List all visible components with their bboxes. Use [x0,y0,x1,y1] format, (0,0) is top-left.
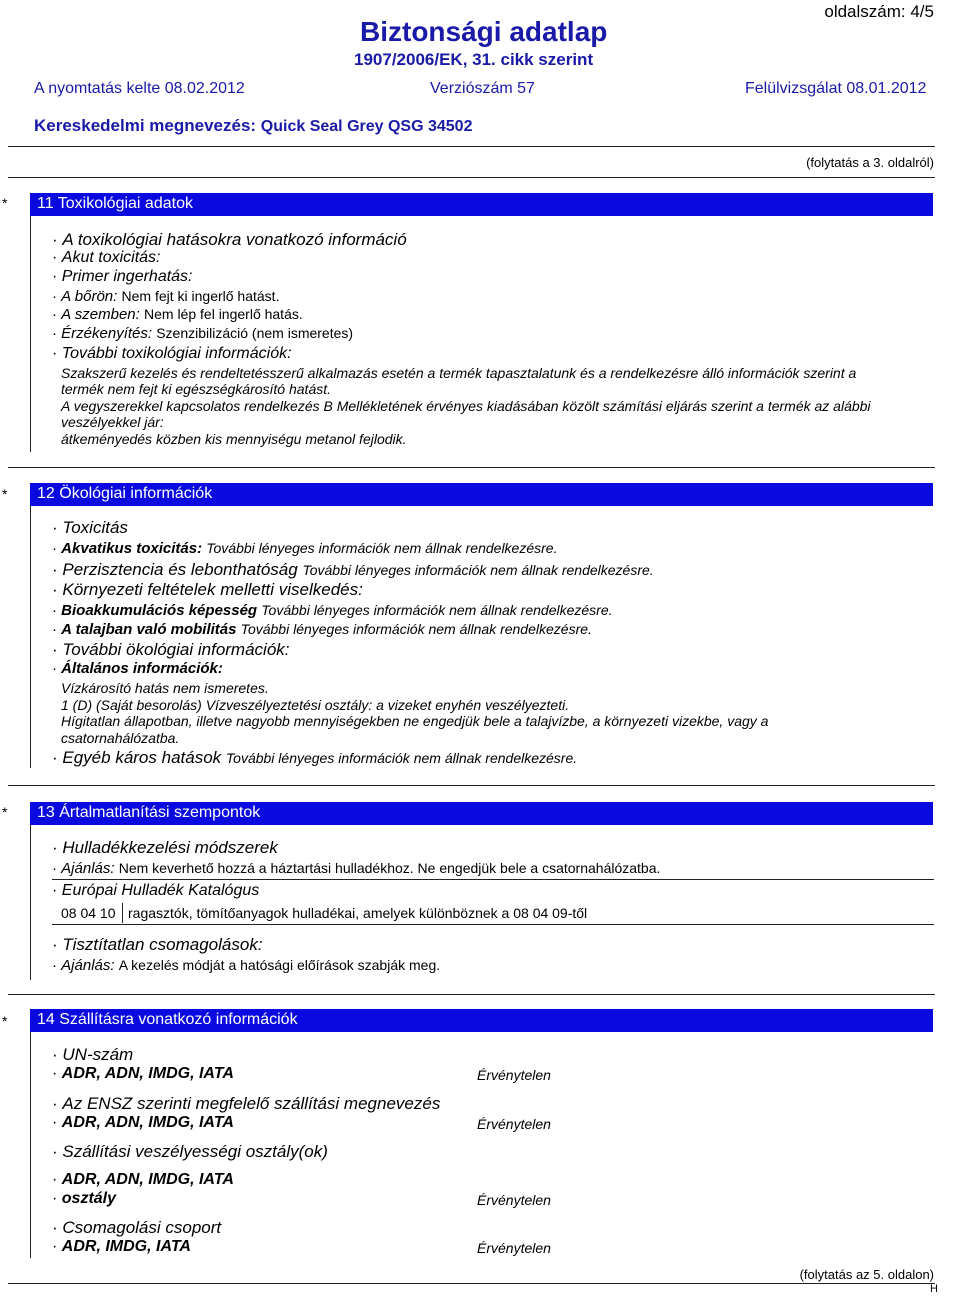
un-number-heading: · UN-szám [52,1045,134,1064]
sensitisation: · Érzékenyítés: Szenzibilizáció (nem ismeretes) [52,325,354,342]
section-left-rule [30,1032,31,1258]
footer-letter: H [930,1283,938,1295]
toxicity-heading: · Toxicitás [52,518,128,537]
persistence: · Perzisztencia és lebonthatóság További lényeges információk nem állnak rendelkezésre. [52,560,654,579]
tox-paragraph-2b: veszélyekkel jár: [61,414,164,430]
section-12-heading: 12 Ökológiai információk [30,483,933,506]
section-divider [8,177,935,178]
continued-to: (folytatás az 5. oldalon) [799,1267,934,1282]
eco-line-1: Vízkárosító hatás nem ismeretes. [61,680,269,696]
further-tox-heading: · További toxikológiai információk: [52,345,292,362]
section-left-rule [30,825,31,980]
trade-name-value: Quick Seal Grey QSG 34502 [260,118,473,135]
section-14-heading: 14 Szállításra vonatkozó információk [30,1009,933,1032]
trade-name [34,116,472,136]
hazard-class-value: Érvénytelen [477,1192,551,1208]
waste-recommendation: · Ajánlás: Nem keverhető hozzá a háztartási hulladékhoz. Ne engedjük bele a csatornahálózatba. [52,860,661,877]
eco-line-3a: Hígitatlan állapotban, illetve nagyobb mennyiségekben ne engedjük bele a talajvízbe, a környezeti vizekbe, vagy a [61,713,769,729]
primary-irritation: · Primer ingerhatás: [52,268,193,285]
further-eco-heading: · További ökológiai információk: [52,640,290,659]
packing-group-value: Érvénytelen [477,1240,551,1256]
aquatic-toxicity: · Akvatikus toxicitás: További lényeges információk nem állnak rendelkezésre. [52,540,558,557]
section-left-rule [30,506,31,768]
section-divider [8,467,935,468]
section-left-rule [30,216,31,452]
unclean-packaging-heading: · Tisztítatlan csomagolások: [52,935,263,954]
hazard-class-heading: · Szállítási veszélyességi osztály(ok) [52,1142,328,1161]
other-adverse-effects: · Egyéb káros hatások További lényeges információk nem állnak rendelkezésre. [52,748,578,767]
revision-marker: * [2,486,8,502]
waste-methods-heading: · Hulladékkezelési módszerek [52,838,278,857]
section-11-heading: 11 Toxikológiai adatok [30,193,933,216]
tox-paragraph-2c: átkeményedés közben kis mennyiségu metanol fejlodik. [61,431,407,447]
hazard-class-modes: · ADR, ADN, IMDG, IATA [52,1171,234,1188]
un-number-value: Érvénytelen [477,1067,551,1083]
version-number: Verziószám 57 [430,80,535,97]
soil-mobility: · A talajban való mobilitás További lényeges információk nem állnak rendelkezésre. [52,621,592,638]
acute-toxicity: · Akut toxicitás: [52,249,161,266]
general-info-heading: · Általános információk: [52,660,223,677]
eco-line-2: 1 (D) (Saját besorolás) Vízveszélyeztetési osztály: a vizeket enyhén veszélyezteti. [61,697,570,713]
shipping-name-heading: · Az ENSZ szerinti megfelelő szállítási megnevezés [52,1094,441,1113]
hazard-class-label: · osztály [52,1190,117,1207]
continued-from: (folytatás a 3. oldalról) [806,155,934,170]
packing-group-heading: · Csomagolási csoport [52,1218,222,1237]
tox-paragraph-1b: termék nem fejt ki egészségkárosító hatást. [61,381,332,397]
document-title: Biztonsági adatlap [360,16,608,47]
revision-marker: * [2,804,8,820]
shipping-name-value: Érvénytelen [477,1116,551,1132]
shipping-name-modes: · ADR, ADN, IMDG, IATA [52,1114,234,1131]
eye-effect: · A szemben: Nem lép fel ingerlő hatás. [52,306,303,323]
tox-info-heading: · A toxikológiai hatásokra vonatkozó információ [52,230,407,249]
print-date: A nyomtatás kelte 08.02.2012 [34,80,245,97]
section-divider [8,994,935,995]
waste-code: 08 04 10 [61,905,116,921]
packaging-recommendation: · Ajánlás: A kezelés módját a hatósági előírások szabják meg. [52,957,441,974]
packing-group-modes: · ADR, IMDG, IATA [52,1238,191,1255]
review-date: Felülvizsgálat 08.01.2012 [745,80,927,97]
tox-paragraph-1a: Szakszerű kezelés és rendeltetésszerű alkalmazás esetén a termék tapasztalatunk és a rendelkezésre álló információk szerint a [61,365,857,381]
un-number-modes: · ADR, ADN, IMDG, IATA [52,1065,234,1082]
bioaccumulation: · Bioakkumulációs képesség További lényeges információk nem állnak rendelkezésre. [52,602,613,619]
footer-divider [8,1283,935,1284]
table-cell-divider [122,903,123,923]
environmental-behaviour: · Környezeti feltételek melletti viselkedés: [52,580,363,599]
waste-catalog-heading: · Európai Hulladék Katalógus [52,882,260,899]
document-subtitle: 1907/2006/EK, 31. cikk szerint [354,50,594,69]
trade-name-label: Kereskedelmi megnevezés: [34,116,257,135]
skin-effect: · A bőrön: Nem fejt ki ingerlő hatást. [52,288,280,305]
page-number: oldalszám: 4/5 [824,2,934,21]
waste-code-description: ragasztók, tömítőanyagok hulladékai, amelyek különböznek a 08 04 09-től [128,905,588,921]
section-divider [8,785,935,786]
section-13-heading: 13 Ártalmatlanítási szempontok [30,802,933,825]
eco-line-3b: csatornahálózatba. [61,730,180,746]
revision-marker: * [2,195,8,211]
header-divider [8,146,935,147]
revision-marker: * [2,1013,8,1029]
tox-paragraph-2a: A vegyszerekkel kapcsolatos rendelkezés B Mellékletének érvényes kiadásában közölt számítási eljárás szerint a termék az alábbi [61,398,871,414]
